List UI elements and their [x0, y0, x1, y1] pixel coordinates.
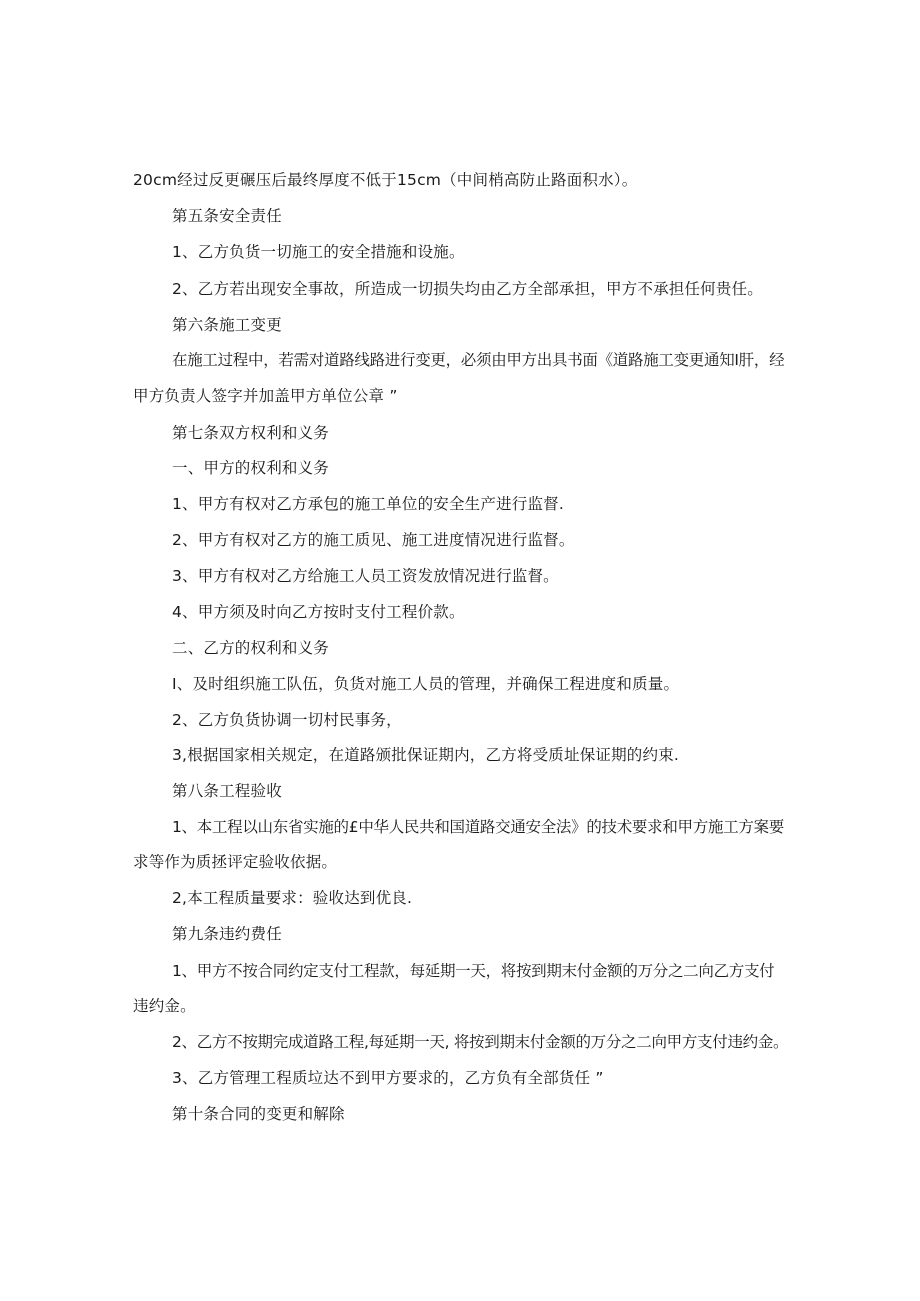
paragraph-text: 1、乙方负货一切施工的安全措施和设施。 — [172, 243, 465, 261]
paragraph-text: 2、乙方若出现安全事故，所造成一切损失均由乙方全部承担，甲方不承担任何贵任。 — [172, 280, 763, 298]
paragraph-text: 2、乙方不按期完成道路工程,每延期一天, 将按到期末付金额的万分之二向甲方支付违约金。 — [172, 1033, 789, 1051]
section-heading: 第六条施工变更 — [172, 316, 282, 334]
paragraph-text: 1、甲方不按合同约定支付工程款，每延期一天，将按到期末付金额的万分之二向乙方支付 — [172, 962, 775, 980]
paragraph-text: 2、乙方负货协调一切村民事务， — [172, 711, 402, 729]
section-heading: 第七条双方权利和义务 — [172, 424, 330, 442]
paragraph-text: 甲方负责人签字并加盖甲方单位公章 ” — [133, 387, 398, 405]
paragraph-text: 1、本工程以山东省实施的£中华人民共和国道路交通安全法》的技术要求和甲方施工方案要 — [172, 818, 784, 836]
paragraph-text: 在施工过程中，若需对道路线路进行变更，必须由甲方出具书面《道路施工变更通知I肝，经 — [172, 351, 785, 369]
section-heading: 第九条违约费任 — [172, 925, 282, 943]
paragraph-text: 违约金。 — [133, 997, 196, 1015]
paragraph-text: 3、乙方管理工程质垃达不到甲方要求的，乙方负有全部货任 ” — [172, 1069, 604, 1087]
section-heading: 第五条安全责任 — [172, 207, 282, 225]
section-heading: 第八条工程验收 — [172, 782, 282, 800]
paragraph-text: 1、甲方有权对乙方承包的施工单位的安全生产进行监督. — [172, 495, 564, 513]
paragraph-text: 求等作为质拯评定验收依据。 — [133, 853, 338, 871]
paragraph-text: 2,本工程质量要求：验收达到优良. — [172, 889, 413, 907]
subsection-heading: 一、甲方的权利和义务 — [172, 459, 330, 477]
paragraph-text: 4、甲方须及时向乙方按时支付工程价款。 — [172, 603, 465, 621]
subsection-heading: 二、乙方的权利和义务 — [172, 639, 330, 657]
paragraph-text: 2、甲方有权对乙方的施工质见、施工进度情况进行监督。 — [172, 531, 575, 549]
paragraph-text: I、及时组织施工队伍，负货对施工人员的管理，并确保工程进度和质量。 — [172, 675, 680, 693]
paragraph-text: 3,根据国家相关规定，在道路颁批保证期内，乙方将受质址保证期的约束. — [172, 746, 680, 764]
paragraph-text: 3、甲方有权对乙方给施工人员工资发放情况进行监督。 — [172, 567, 559, 585]
paragraph-text: 20cm经过反更碾压后最终厚度不低于15cm（中间梢高防止路面积水）。 — [133, 171, 638, 189]
section-heading: 第十条合同的变更和解除 — [172, 1105, 345, 1123]
